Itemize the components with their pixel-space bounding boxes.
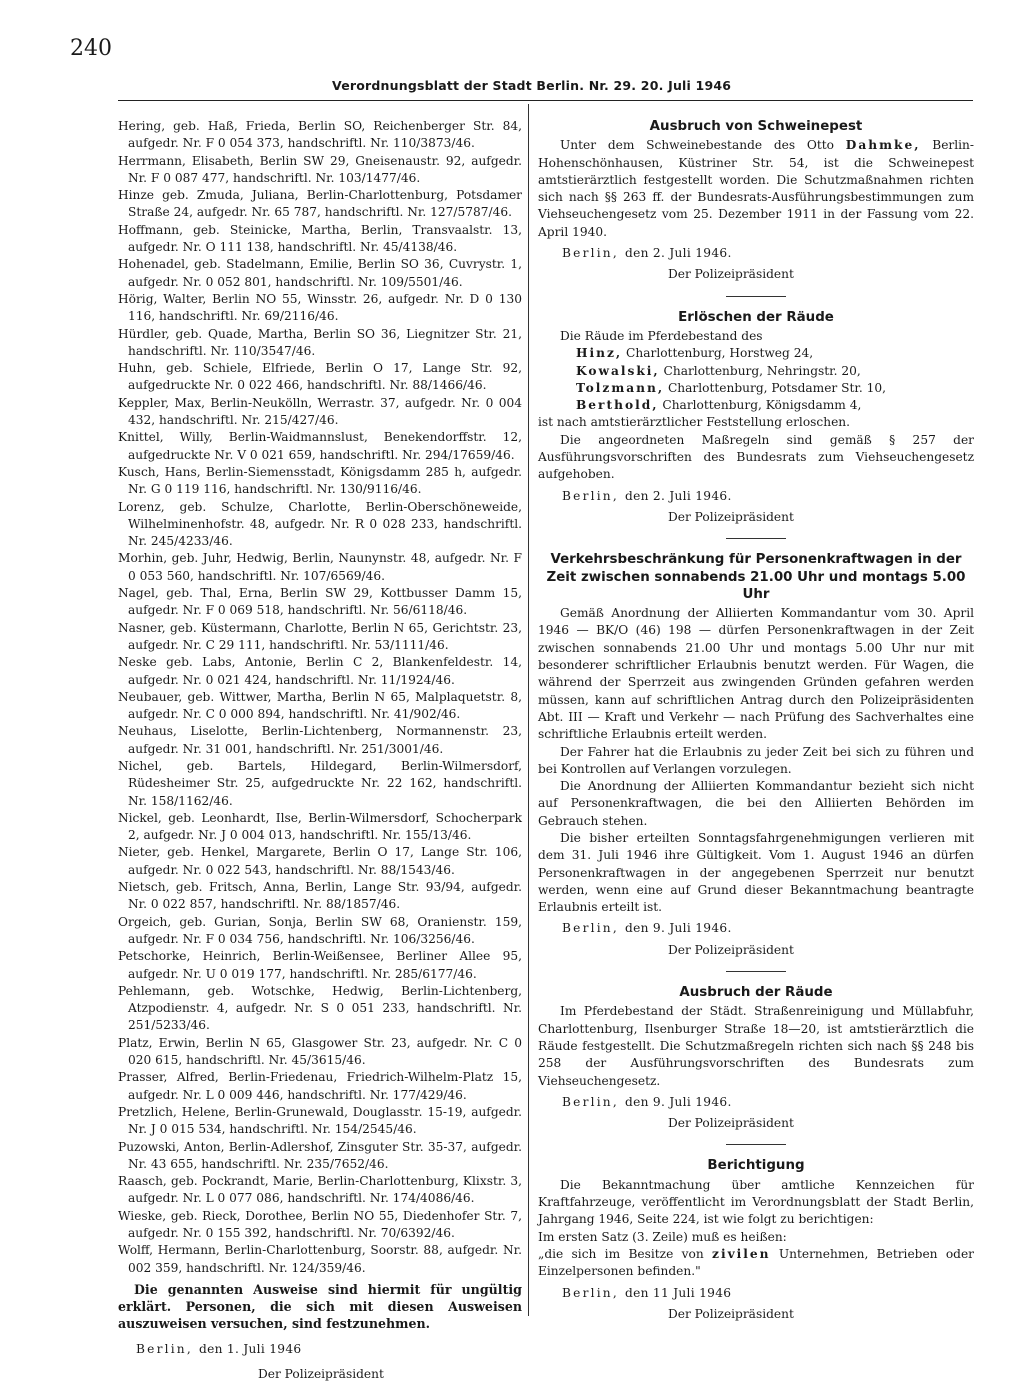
signature-place: Berlin,	[562, 246, 619, 261]
invalidated-id-list	[118, 118, 522, 1277]
section-title: Ausbruch der Räude	[679, 985, 833, 1001]
section-berichtigung	[538, 1157, 974, 1323]
section-separator	[726, 971, 786, 972]
owner-name: Dahmke,	[845, 138, 921, 153]
list-item	[576, 380, 974, 397]
left-column	[118, 118, 522, 1383]
closing-note: Die genannten Ausweise sind hiermit für ungültig erklärt. Personen, die sich mit diesen Ausweisen auszuweisen versuchen, sind festzunehmen.	[118, 1281, 522, 1332]
owner-address: Charlottenburg, Königsdamm 4,	[662, 398, 862, 413]
owner-address: Charlottenburg, Horstweg 24,	[626, 346, 814, 361]
signature-date: den 9. Juli 1946.	[625, 921, 732, 936]
list-item: Nasner, geb. Küstermann, Charlotte, Berlin N 65, Gerichtstr. 23, aufgedr. Nr. C 29 111, handschriftl. Nr. 53/1111/46.	[118, 620, 522, 652]
paragraph: Im Pferdebestand der Städt. Straßenreinigung und Müllabfuhr, Charlottenburg, Ilsenburger Straße 18—20, ist amtstierärztlich die Räude festgestellt. Die Schutzmaßregeln richten sich nach §§ 248 bis 258 der Ausführungsvorschriften des Bundesrats zum Viehseuchengesetz.	[538, 1004, 974, 1088]
list-item: Hürdler, geb. Quade, Martha, Berlin SO 36, Liegnitzer Str. 21, handschriftl. Nr. 110/3547/46.	[118, 326, 522, 358]
signature-date: den 9. Juli 1946.	[625, 1094, 732, 1109]
section-title: Verkehrsbeschränkung für Personenkraftwagen in der Zeit zwischen sonnabends 21.00 Uhr und montags 5.00 Uhr	[546, 552, 966, 602]
signature-date: den 2. Juli 1946.	[625, 246, 732, 261]
list-item: Neuhaus, Liselotte, Berlin-Lichtenberg, Normannenstr. 23, aufgedr. Nr. 31 001, handschriftl. Nr. 251/3001/46.	[118, 724, 522, 756]
list-item: Nagel, geb. Thal, Erna, Berlin SW 29, Kottbusser Damm 15, aufgedr. Nr. F 0 069 518, handschriftl. Nr. 56/6118/46.	[118, 586, 522, 618]
signature-place: Berlin,	[562, 488, 619, 503]
paragraph: Die Räude im Pferdebestand des	[560, 328, 763, 343]
list-item: Nickel, geb. Leonhardt, Ilse, Berlin-Wilmersdorf, Schocherpark 2, aufgedr. Nr. J 0 004 013, handschriftl. Nr. 155/13/46.	[118, 810, 522, 843]
signature-place-date	[562, 920, 974, 937]
signature-authority: Der Polizeipräsident	[668, 1306, 794, 1321]
signature-place-date	[562, 1094, 974, 1111]
paragraph: ist nach amtstierärztlicher Feststellung erloschen.	[538, 415, 851, 430]
list-item: Knittel, Willy, Berlin-Waidmannslust, Benekendorffstr. 12, aufgedruckte Nr. V 0 021 659, handschriftl. Nr. 294/17659/46.	[118, 430, 522, 462]
signature-authority: Der Polizeipräsident	[258, 1367, 384, 1382]
owner-name: Berthold,	[576, 398, 659, 413]
list-item: Prasser, Alfred, Berlin-Friedenau, Friedrich-Wilhelm-Platz 15, aufgedr. Nr. L 0 009 446, handschriftl. Nr. 177/429/46.	[118, 1070, 522, 1102]
section-erloeschen-raeude	[538, 309, 974, 527]
paragraph: Die bisher erteilten Sonntagsfahrgenehmigungen verlieren mit dem 31. Juli 1946 ihre Gültigkeit. Vom 1. August 1946 an dürfen Personenkraftwagen in der angegebenen Sperrzeit nur benutzt werden, wenn eine auf Grund dieser Bekanntmachung beantragte Erlaubnis erteilt ist.	[538, 830, 974, 915]
list-item: Nichel, geb. Bartels, Hildegard, Berlin-Wilmersdorf, Rüdesheimer Str. 25, aufgedruckte Nr. 22 162, handschriftl. Nr. 158/1162/46.	[118, 758, 522, 808]
header-rule	[118, 100, 973, 101]
signature-authority: Der Polizeipräsident	[668, 1116, 794, 1131]
list-item: Huhn, geb. Schiele, Elfriede, Berlin O 17, Lange Str. 92, aufgedruckte Nr. 0 022 466, handschriftl. Nr. 88/1466/46.	[118, 361, 522, 393]
list-item: Wolff, Hermann, Berlin-Charlottenburg, Soorstr. 88, aufgedr. Nr. 002 359, handschriftl. Nr. 124/359/46.	[118, 1243, 522, 1275]
signature-date: den 2. Juli 1946.	[625, 488, 732, 503]
owner-address: Charlottenburg, Potsdamer Str. 10,	[667, 380, 886, 395]
list-item	[576, 345, 974, 362]
owner-list	[576, 345, 974, 414]
signature-authority: Der Polizeipräsident	[668, 942, 794, 957]
signature-place: Berlin,	[562, 921, 619, 936]
paragraph: Die angeordneten Maßregeln sind gemäß § 257 der Ausführungsvorschriften des Bundesrats zum Viehseuchengesetz aufgehoben.	[538, 432, 974, 482]
owner-name: Tolzmann,	[576, 380, 665, 395]
paragraph: Der Fahrer hat die Erlaubnis zu jeder Zeit bei sich zu führen und bei Kontrollen auf Verlangen vorzulegen.	[538, 744, 974, 776]
list-item: Nieter, geb. Henkel, Margarete, Berlin O 17, Lange Str. 106, aufgedr. Nr. 0 022 543, handschriftl. Nr. 88/1543/46.	[118, 845, 522, 877]
list-item: Hohenadel, geb. Stadelmann, Emilie, Berlin SO 36, Cuvrystr. 1, aufgedr. Nr. 0 052 801, handschriftl. Nr. 109/5501/46.	[118, 257, 522, 289]
list-item: Puzowski, Anton, Berlin-Adlershof, Zinsguter Str. 35-37, aufgedr. Nr. 43 655, handschriftl. Nr. 235/7652/46.	[118, 1139, 522, 1171]
list-item: Morhin, geb. Juhr, Hedwig, Berlin, Naunynstr. 48, aufgedr. Nr. F 0 053 560, handschriftl. Nr. 107/6569/46.	[118, 551, 522, 583]
list-item: Orgeich, geb. Gurian, Sonja, Berlin SW 68, Oranienstr. 159, aufgedr. Nr. F 0 034 756, handschriftl. Nr. 106/3256/46.	[118, 914, 522, 946]
right-column	[538, 118, 974, 1323]
signature-date: den 11 Juli 1946	[625, 1285, 732, 1300]
list-item: Lorenz, geb. Schulze, Charlotte, Berlin-Oberschöneweide, Wilhelminenhofstr. 48, aufgedr. Nr. R 0 028 233, handschriftl. Nr. 245/4233/46.	[118, 499, 522, 549]
signature-place: Berlin,	[136, 1341, 193, 1356]
list-item: Nietsch, geb. Fritsch, Anna, Berlin, Lange Str. 93/94, aufgedr. Nr. 0 022 857, handschriftl. Nr. 88/1857/46.	[118, 880, 522, 912]
page-number: 240	[70, 36, 112, 61]
list-item: Kusch, Hans, Berlin-Siemensstadt, Königsdamm 285 h, aufgedr. Nr. G 0 119 116, handschriftl. Nr. 130/9116/46.	[118, 464, 522, 497]
list-item: Pehlemann, geb. Wotschke, Hedwig, Berlin-Lichtenberg, Atzpodienstr. 4, aufgedr. Nr. S 0 051 233, handschriftl. Nr. 251/5233/46.	[118, 983, 522, 1033]
signature-place-date	[562, 245, 974, 262]
text: Unternehmen, Betrieben oder Einzelpersonen befinden."	[538, 1246, 975, 1279]
signature-authority: Der Polizeipräsident	[668, 267, 794, 282]
paragraph: Die Bekanntmachung über amtliche Kennzeichen für Kraftfahrzeuge, veröffentlicht im Verordnungsblatt der Stadt Berlin, Jahrgang 1946, Seite 224, ist wie folgt zu berichtigen:	[538, 1177, 974, 1227]
signature-place-date	[136, 1341, 522, 1358]
signature-place: Berlin,	[562, 1285, 619, 1300]
section-separator	[726, 538, 786, 539]
section-schweinepest	[538, 118, 974, 284]
emphasized-word: zivilen	[712, 1246, 771, 1261]
list-item: Hoffmann, geb. Steinicke, Martha, Berlin, Transvaalstr. 13, aufgedr. Nr. O 111 138, handschriftl. Nr. 45/4138/46.	[118, 222, 522, 255]
running-head: Verordnungsblatt der Stadt Berlin. Nr. 29. 20. Juli 1946	[332, 78, 732, 93]
signature-place: Berlin,	[562, 1094, 619, 1109]
paragraph: Im ersten Satz (3. Zeile) muß es heißen:	[538, 1229, 787, 1244]
list-item: Hinze geb. Zmuda, Juliana, Berlin-Charlottenburg, Potsdamer Straße 24, aufgedr. Nr. 65 787, handschriftl. Nr. 127/5787/46.	[118, 188, 522, 220]
section-verkehrsbeschraenkung	[538, 551, 974, 959]
list-item: Hörig, Walter, Berlin NO 55, Winsstr. 26, aufgedr. Nr. D 0 130 116, handschriftl. Nr. 69/2116/46.	[118, 291, 522, 324]
list-item: Wieske, geb. Rieck, Dorothee, Berlin NO 55, Diedenhofer Str. 7, aufgedr. Nr. 0 155 392, handschriftl. Nr. 70/6392/46.	[118, 1208, 522, 1240]
section-separator	[726, 1144, 786, 1145]
signature-date: den 1. Juli 1946	[199, 1341, 302, 1356]
section-separator	[726, 296, 786, 297]
signature-authority: Der Polizeipräsident	[668, 509, 794, 524]
list-item: Pretzlich, Helene, Berlin-Grunewald, Douglasstr. 15-19, aufgedr. Nr. J 0 015 534, handschriftl. Nr. 154/2545/46.	[118, 1104, 522, 1137]
list-item: Raasch, geb. Pockrandt, Marie, Berlin-Charlottenburg, Klixstr. 3, aufgedr. Nr. L 0 077 086, handschriftl. Nr. 174/4086/46.	[118, 1174, 522, 1206]
section-ausbruch-raeude	[538, 984, 974, 1132]
list-item: Hering, geb. Haß, Frieda, Berlin SO, Reichenberger Str. 84, aufgedr. Nr. F 0 054 373, handschriftl. Nr. 110/3873/46.	[118, 119, 522, 151]
paragraph	[538, 137, 974, 241]
text: Berlin-Hohenschönhausen, Küstriner Str. 54, ist die Schweinepest amtstierärztlich festgestellt worden. Die Schutzmaßnahmen richten sich nach §§ 263 ff. der Bundesrats-Ausführungsbestimmungen zum Viehseuchengesetz vom 25. Dezember 1911 in der Fassung vom 22. April 1940.	[538, 138, 975, 239]
list-item: Keppler, Max, Berlin-Neukölln, Werrastr. 37, aufgedr. Nr. 0 004 432, handschriftl. Nr. 215/427/46.	[118, 395, 522, 428]
column-divider	[528, 104, 529, 1316]
text: Unter dem Schweinebestande des Otto	[560, 138, 835, 153]
owner-address: Charlottenburg, Nehringstr. 20,	[663, 363, 861, 378]
list-item: Neske geb. Labs, Antonie, Berlin C 2, Blankenfeldestr. 14, aufgedr. Nr. 0 021 424, handschriftl. Nr. 11/1924/46.	[118, 655, 522, 687]
list-item	[576, 363, 974, 380]
paragraph: Gemäß Anordnung der Alliierten Kommandantur vom 30. April 1946 — BK/O (46) 198 — dürfen Personenkraftwagen in der Zeit zwischen sonnabends 21.00 Uhr und montags 5.00 Uhr nur mit besonderer schriftlicher Erlaubnis benutzt werden. Für Wagen, die während der Sperrzeit aus zwingenden Gründen gefahren werden müssen, kann auf schriftlichen Antrag durch den Polizeipräsidenten Abt. III — Kraft und Verkehr — nach Prüfung des Sachverhaltes eine schriftliche Erlaubnis erteilt werden.	[538, 606, 974, 742]
section-title: Ausbruch von Schweinepest	[649, 119, 863, 134]
owner-name: Kowalski,	[576, 363, 660, 378]
owner-name: Hinz,	[576, 346, 623, 361]
signature-place-date	[562, 488, 974, 505]
list-item: Herrmann, Elisabeth, Berlin SW 29, Gneisenaustr. 92, aufgedr. Nr. F 0 087 477, handschriftl. Nr. 103/1477/46.	[118, 153, 522, 185]
list-item	[576, 397, 974, 414]
quoted-correction	[538, 1246, 974, 1281]
section-title: Berichtigung	[707, 1158, 805, 1174]
paragraph: Die Anordnung der Alliierten Kommandantur bezieht sich nicht auf Personenkraftwagen, die bei den Alliierten Behörden im Gebrauch stehen.	[538, 779, 974, 828]
text: „die sich im Besitze von	[538, 1246, 704, 1261]
section-title: Erlöschen der Räude	[678, 309, 834, 325]
signature-place-date	[562, 1285, 974, 1302]
list-item: Petschorke, Heinrich, Berlin-Weißensee, Berliner Allee 95, aufgedr. Nr. U 0 019 177, handschriftl. Nr. 285/6177/46.	[118, 949, 522, 981]
list-item: Neubauer, geb. Wittwer, Martha, Berlin N 65, Malplaquetstr. 8, aufgedr. Nr. C 0 000 894, handschriftl. Nr. 41/902/46.	[118, 689, 522, 722]
list-item: Platz, Erwin, Berlin N 65, Glasgower Str. 23, aufgedr. Nr. C 0 020 615, handschriftl. Nr. 45/3615/46.	[118, 1035, 522, 1068]
